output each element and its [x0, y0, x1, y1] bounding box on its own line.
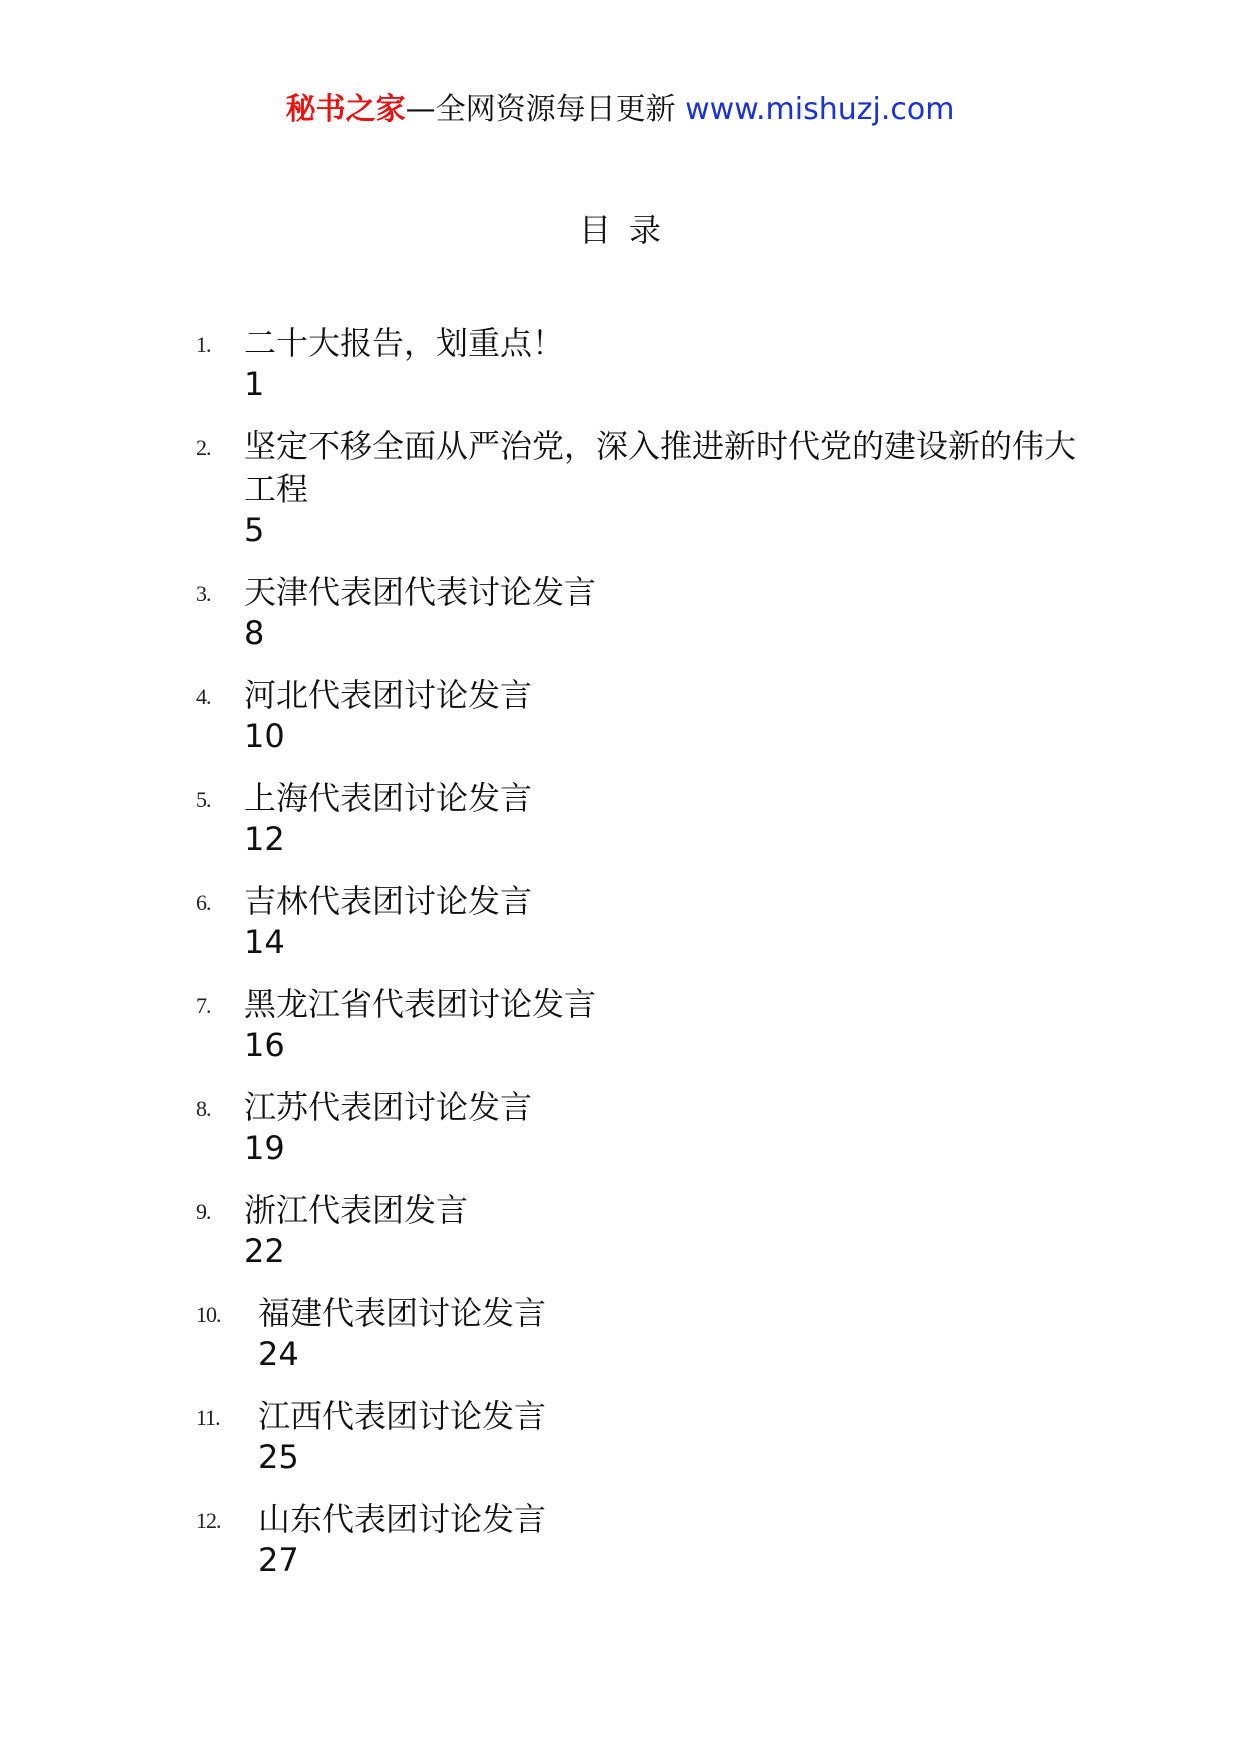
site-url-link[interactable]: www.mishuzj.com [685, 92, 955, 127]
toc-entry[interactable] [196, 322, 1076, 403]
toc-entry-page: 10 [244, 717, 285, 755]
toc-title: 目录 [578, 211, 679, 249]
toc-entry-title: 浙江代表团发言 [244, 1191, 469, 1229]
toc-entry-number: 8. [196, 1096, 211, 1121]
toc-entry-title: 福建代表团讨论发言 [258, 1294, 547, 1332]
toc-entry-page: 24 [258, 1335, 299, 1373]
toc-entry-title: 江西代表团讨论发言 [258, 1397, 547, 1435]
toc-entry-number: 1. [196, 332, 211, 357]
toc-entry-page: 1 [244, 365, 265, 403]
toc-entry-title: 上海代表团讨论发言 [244, 779, 533, 817]
brand-name: 秘书之家 [285, 92, 406, 127]
toc-entry-title: 山东代表团讨论发言 [258, 1500, 547, 1538]
toc-entry-page: 8 [244, 614, 265, 652]
toc-entry-title: 吉林代表团讨论发言 [244, 882, 533, 920]
toc-entry[interactable] [196, 1292, 1076, 1373]
toc-entry-page: 25 [258, 1438, 299, 1476]
toc-entry[interactable] [196, 983, 1076, 1064]
toc-entry-page: 14 [244, 923, 285, 961]
toc-entry-title: 黑龙江省代表团讨论发言 [244, 985, 597, 1023]
table-of-contents [196, 322, 1076, 1601]
toc-entry[interactable] [196, 880, 1076, 961]
header-tagline: —全网资源每日更新 [405, 92, 686, 127]
toc-entry-title: 天津代表团代表讨论发言 [244, 573, 597, 611]
toc-entry[interactable] [196, 674, 1076, 755]
toc-entry-title: 坚定不移全面从严治党，深入推进新时代党的建设新的伟大工程 [244, 427, 1077, 508]
toc-entry-number: 7. [196, 993, 211, 1018]
toc-entry[interactable] [196, 1189, 1076, 1270]
toc-entry[interactable] [196, 1395, 1076, 1476]
toc-entry-title: 河北代表团讨论发言 [244, 676, 533, 714]
toc-entry-page: 19 [244, 1129, 285, 1167]
toc-entry-number: 12. [196, 1508, 221, 1533]
toc-entry-number: 3. [196, 581, 211, 606]
toc-entry-title: 江苏代表团讨论发言 [244, 1088, 533, 1126]
site-header [0, 88, 1240, 132]
toc-entry-number: 4. [196, 684, 211, 709]
toc-entry-number: 9. [196, 1199, 211, 1224]
toc-entry[interactable] [196, 425, 1076, 549]
toc-entry-page: 12 [244, 820, 285, 858]
toc-entry-number: 10. [196, 1302, 221, 1327]
toc-entry-number: 11. [196, 1405, 220, 1430]
toc-entry-number: 6. [196, 890, 211, 915]
toc-entry-page: 5 [244, 511, 265, 549]
toc-entry-page: 22 [244, 1232, 285, 1270]
toc-entry[interactable] [196, 777, 1076, 858]
toc-entry-number: 5. [196, 787, 211, 812]
toc-entry-page: 16 [244, 1026, 285, 1064]
toc-entry[interactable] [196, 1498, 1076, 1579]
toc-entry[interactable] [196, 571, 1076, 652]
toc-entry-page: 27 [258, 1541, 299, 1579]
toc-entry-number: 2. [196, 435, 211, 460]
toc-entry[interactable] [196, 1086, 1076, 1167]
toc-entry-title: 二十大报告，划重点！ [244, 324, 565, 362]
